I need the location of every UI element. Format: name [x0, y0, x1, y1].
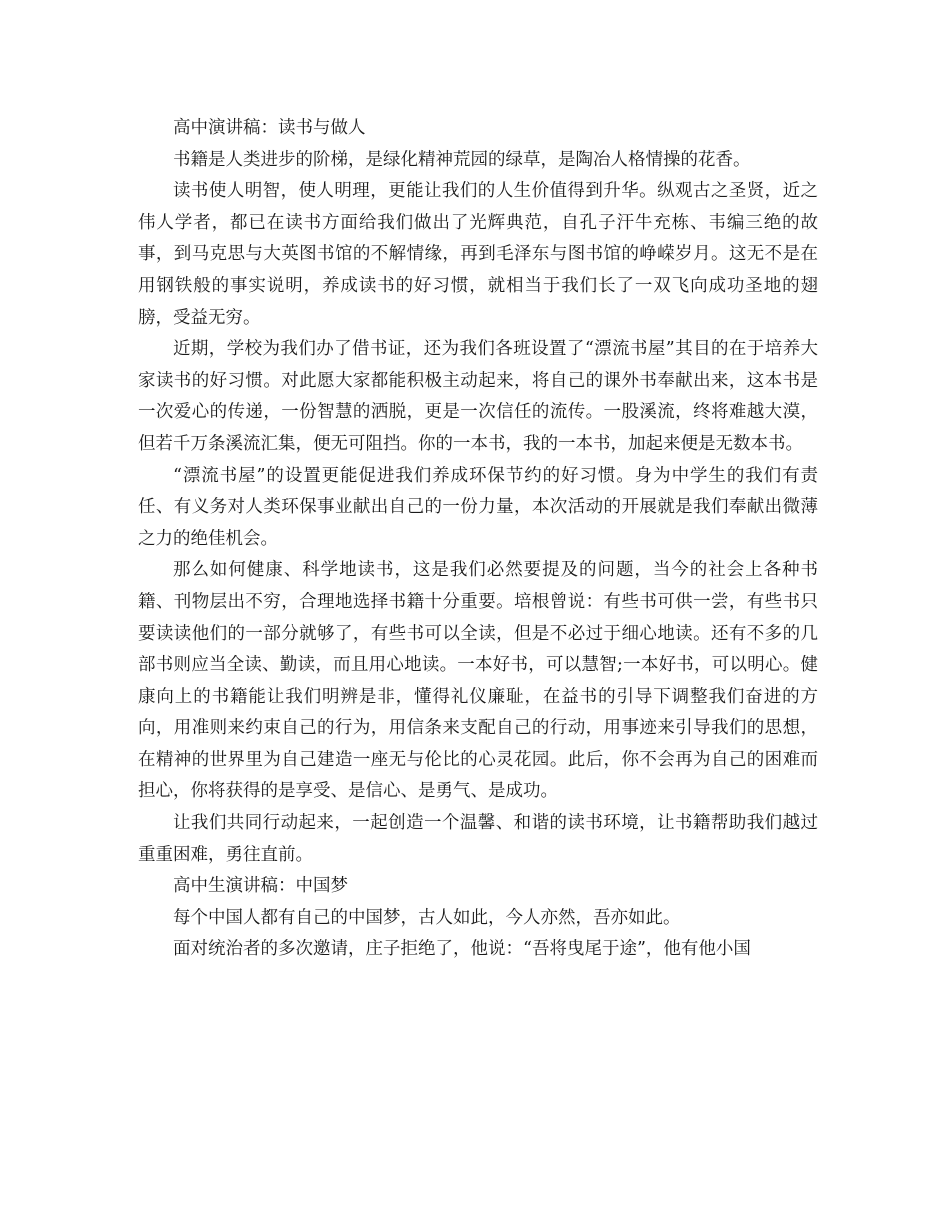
paragraph-everyone-dream: 每个中国人都有自己的中国梦，古人如此，今人亦然，吾亦如此。: [173, 907, 681, 928]
document-body: [138, 113, 818, 966]
paragraph-environment: “漂流书屋”的设置更能促进我们养成环保节约的好习惯。身为中学生的我们有责任、有义务对人类环保事业献出自己的一份力量，本次活动的开展就是我们奉献出微薄之力的绝佳机会。: [138, 465, 818, 549]
paragraph-reading-wisdom: 读书使人明智，使人明理，更能让我们的人生价值得到升华。纵观古之圣贤，近之伟人学者，都已在读书方面给我们做出了光辉典范，自孔子汗牛充栋、韦编三绝的故事，到马克思与大英图书馆的不解情缘，再到毛泽东与图书馆的峥嵘岁月。这无不是在用钢铁般的事实说明，养成读书的好习惯，就相当于我们长了一双飞向成功圣地的翅膀，受益无穷。: [138, 181, 818, 328]
paragraph-drifting-bookhouse: 近期，学校为我们办了借书证，还为我们各班设置了“漂流书屋”其目的在于培养大家读书的好习惯。对此愿大家都能积极主动起来，将自己的课外书奉献出来，这本书是一次爱心的传递，一份智慧的洒脱，更是一次信任的流传。一股溪流，终将难越大漠，但若千万条溪流汇集，便无可阻挡。你的一本书，我的一本书，加起来便是无数本书。: [138, 339, 818, 454]
paragraph-call-to-action: 让我们共同行动起来，一起创造一个温馨、和谐的读书环境，让书籍帮助我们越过重重困难，勇往直前。: [138, 813, 818, 865]
paragraph-books-ladder: 书籍是人类进步的阶梯，是绿化精神荒园的绿草，是陶冶人格情操的花香。: [173, 149, 751, 170]
paragraph-how-to-read: 那么如何健康、科学地读书，这是我们必然要提及的问题，当今的社会上各种书籍、刊物层出不穷，合理地选择书籍十分重要。培根曾说：有些书可供一尝，有些书只要读读他们的一部分就够了，有些书可以全读，但是不必过于细心地读。还有不多的几部书则应当全读、勤读，而且用心地读。一本好书，可以慧智;一本好书，可以明心。健康向上的书籍能让我们明辨是非，懂得礼仪廉耻，在益书的引导下调整我们奋进的方向，用准则来约束自己的行为，用信条来支配自己的行动，用事迹来引导我们的思想，在精神的世界里为自己建造一座无与伦比的心灵花园。此后，你不会再为自己的困难而担心，你将获得的是享受、是信心、是勇气、是成功。: [138, 560, 818, 802]
paragraph-zhuangzi: 面对统治者的多次邀请，庄子拒绝了，他说：“吾将曳尾于途”，他有他小国: [173, 939, 751, 960]
speech-title-china-dream: 高中生演讲稿：中国梦: [173, 876, 348, 897]
speech-title-reading: 高中演讲稿：读书与做人: [173, 118, 366, 138]
